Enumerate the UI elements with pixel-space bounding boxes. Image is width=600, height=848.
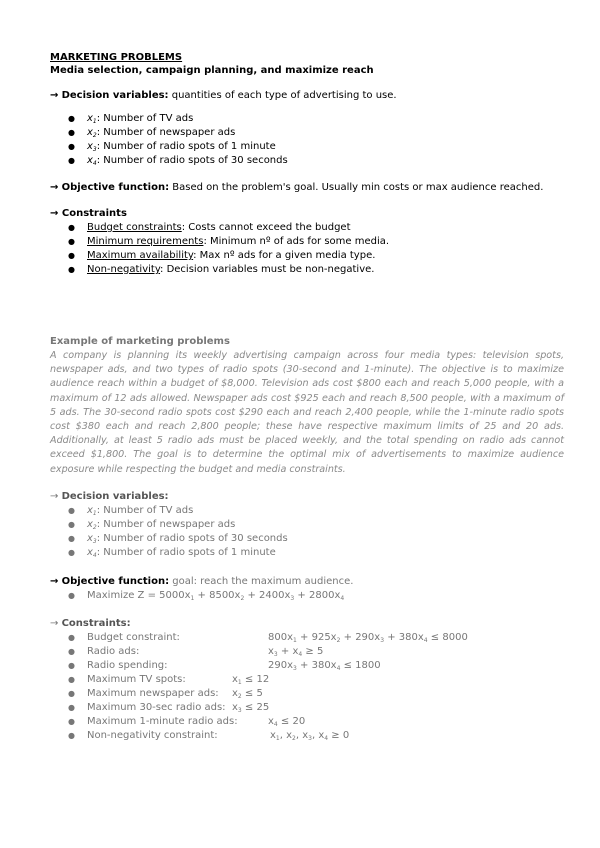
expr-operator: + [296, 660, 312, 671]
bullet-icon: ● [68, 731, 75, 740]
expr-operator: , [279, 730, 287, 741]
formula-operator: + [194, 590, 210, 601]
arrow-icon: → [50, 90, 59, 101]
arrow-icon: → [50, 576, 59, 587]
variable-symbol: x [87, 155, 93, 166]
variable-subscript: 2 [92, 132, 97, 139]
constraint-description: : Minimum nº of ads for some media. [203, 236, 390, 247]
variable-description: : Number of newspaper ads [96, 519, 236, 530]
bullet-icon: ● [68, 520, 75, 529]
constraint-item [87, 221, 351, 234]
example-objective-text: goal: reach the maximum audience. [169, 576, 354, 587]
bullet-icon: ● [68, 647, 75, 656]
constraint-description: : Decision variables must be non-negative. [160, 264, 375, 275]
formula-subscript: 4 [340, 595, 345, 602]
bullet-icon: ● [68, 675, 75, 684]
expr-term: x [268, 646, 274, 657]
example-objective-line [50, 575, 353, 588]
variable-item [87, 154, 288, 167]
expr-term: x [286, 730, 293, 741]
example-objective-label: Objective function: [61, 576, 170, 587]
objective-function-line [50, 181, 543, 194]
expr-subscript: 2 [237, 693, 242, 700]
bullet-icon: ● [68, 128, 75, 137]
formula-term: 5000x [159, 590, 191, 601]
bullet-icon: ● [68, 223, 75, 232]
variable-subscript: 1 [92, 510, 97, 517]
expr-operator: ≥ 5 [302, 646, 324, 657]
expr-term: 380x [398, 632, 424, 643]
objective-function-text: Based on the problem's goal. Usually min costs or max audience reached. [169, 182, 544, 193]
bullet-icon: ● [68, 534, 75, 543]
variable-item [87, 126, 235, 139]
expr-term: 380x [311, 660, 337, 671]
expr-term: 800x [268, 632, 294, 643]
constraint-name: Maximum availability [87, 250, 194, 261]
bullet-icon: ● [68, 265, 75, 274]
expr-subscript: 3 [237, 707, 242, 714]
constraint-label: Maximum 1-minute radio ads: [87, 716, 238, 727]
bullet-icon: ● [68, 689, 75, 698]
expr-operator: ≤ 12 [241, 674, 270, 685]
constraint-label: Maximum newspaper ads: [87, 688, 219, 699]
formula-term: 2400x [259, 590, 291, 601]
formula-term: 2800x [309, 590, 341, 601]
formula-operator: + [244, 590, 260, 601]
constraint-expression [268, 715, 305, 728]
expr-operator: + [340, 632, 356, 643]
variable-subscript: 3 [92, 538, 97, 545]
expr-subscript: 4 [336, 665, 341, 672]
arrow-icon: → [50, 182, 59, 193]
formula-subscript: 2 [240, 595, 245, 602]
expr-term: x [232, 674, 238, 685]
expr-term: 925x [311, 632, 337, 643]
objective-function-label: Objective function: [61, 182, 170, 193]
page-title: MARKETING PROBLEMS [50, 52, 183, 63]
formula-operator: + [294, 590, 309, 601]
variable-item [87, 140, 276, 153]
expr-term: x [268, 716, 274, 727]
expr-subscript: 4 [298, 651, 303, 658]
constraint-expression [232, 673, 269, 686]
bullet-icon: ● [68, 591, 75, 600]
example-decision-variables-line [50, 490, 169, 503]
expr-operator: ≤ 25 [241, 702, 270, 713]
variable-symbol: x [87, 141, 93, 152]
decision-variables-line [50, 89, 397, 102]
variable-symbol: x [87, 533, 93, 544]
example-constraints-heading [50, 617, 131, 630]
constraint-name: Non-negativity [87, 264, 161, 275]
formula-prefix: Maximize Z = [87, 590, 160, 601]
objective-formula [87, 589, 344, 602]
constraint-label: Budget constraint: [87, 632, 180, 643]
constraint-expression [232, 687, 263, 700]
variable-description: : Number of TV ads [96, 113, 194, 124]
variable-description: : Number of radio spots of 30 seconds [96, 533, 288, 544]
decision-variables-label: Decision variables: [61, 90, 169, 101]
bullet-icon: ● [68, 633, 75, 642]
constraint-label: Radio spending: [87, 660, 168, 671]
expr-term: 290x [355, 632, 381, 643]
expr-term: x [270, 730, 276, 741]
expr-subscript: 3 [380, 637, 385, 644]
bullet-icon: ● [68, 251, 75, 260]
variable-item [87, 504, 193, 517]
arrow-icon: → [50, 618, 59, 629]
bullet-icon: ● [68, 506, 75, 515]
constraint-description: : Costs cannot exceed the budget [181, 222, 351, 233]
constraint-label: Maximum 30-sec radio ads: [87, 702, 226, 713]
constraints-heading [50, 207, 127, 220]
expr-subscript: 4 [423, 637, 428, 644]
bullet-icon: ● [68, 548, 75, 557]
expr-subscript: 2 [292, 735, 296, 742]
expr-operator: ≤ 8000 [427, 632, 468, 643]
example-paragraph: A company is planning its weekly advertising campaign across four media types: television spots, newspaper ads, and two types of radio spots (30-second and 1-minute). The objective is to maximize audience reach within a budget of $8,000. Television ads cost $800 each and reach 5,000 people, with a maximum of 12 ads allowed. Newspaper ads cost $925 each and reach 8,500 people, with a maximum of 5 ads. The 30-second radio spots cost $290 each and reach 2,400 people, while the 1-minute radio spots cost $380 each and reach 2,800 people; these have respective maximum limits of 25 and 20 ads. Additionally, at least 5 radio ads must be placed weekly, and the total spending on radio ads cannot exceed $1,800. The goal is to determine the optimal mix of advertisements to maximize audience exposure while respecting the budget and media constraints. [50, 350, 564, 475]
constraint-name: Minimum requirements [87, 236, 204, 247]
variable-item [87, 518, 235, 531]
expr-subscript: 4 [324, 735, 329, 742]
arrow-icon: → [50, 208, 59, 219]
example-heading: Example of marketing problems [50, 336, 230, 347]
variable-symbol: x [87, 519, 93, 530]
constraint-expression [270, 729, 349, 742]
variable-description: : Number of newspaper ads [96, 127, 236, 138]
constraint-name: Budget constraints [87, 222, 182, 233]
expr-term: x [318, 730, 325, 741]
constraint-expression [268, 659, 381, 672]
variable-symbol: x [87, 113, 93, 124]
variable-item [87, 112, 193, 125]
bullet-icon: ● [68, 703, 75, 712]
arrow-icon: → [50, 491, 59, 502]
bullet-icon: ● [68, 114, 75, 123]
expr-term: 290x [268, 660, 294, 671]
constraint-item [87, 263, 374, 276]
constraint-expression [232, 701, 269, 714]
expr-subscript: 1 [275, 735, 280, 742]
variable-subscript: 4 [92, 552, 97, 559]
bullet-icon: ● [68, 717, 75, 726]
expr-term: x [292, 646, 299, 657]
decision-variables-text: quantities of each type of advertising to use. [168, 90, 397, 101]
expr-operator: + [277, 646, 293, 657]
variable-description: : Number of TV ads [96, 505, 194, 516]
variable-subscript: 3 [92, 146, 97, 153]
example-decision-variables-label: Decision variables: [61, 491, 169, 502]
bullet-icon: ● [68, 661, 75, 670]
constraint-label: Maximum TV spots: [87, 674, 186, 685]
bullet-icon: ● [68, 156, 75, 165]
expr-subscript: 2 [336, 637, 341, 644]
expr-operator: , [311, 730, 319, 741]
expr-operator: ≥ 0 [328, 730, 350, 741]
variable-item [87, 532, 288, 545]
constraint-label: Non-negativity constraint: [87, 730, 218, 741]
expr-subscript: 3 [308, 735, 312, 742]
constraint-item [87, 249, 375, 262]
variable-subscript: 2 [92, 524, 97, 531]
variable-symbol: x [87, 505, 93, 516]
expr-operator: + [296, 632, 312, 643]
bullet-icon: ● [68, 142, 75, 151]
expr-subscript: 4 [273, 721, 278, 728]
constraint-expression [268, 645, 323, 658]
constraints-label: Constraints [61, 208, 127, 219]
expr-subscript: 3 [293, 665, 297, 672]
example-constraints-label: Constraints: [61, 618, 131, 629]
expr-subscript: 1 [293, 637, 297, 644]
constraint-item [87, 235, 389, 248]
expr-term: x [232, 702, 238, 713]
variable-symbol: x [87, 127, 93, 138]
variable-description: : Number of radio spots of 1 minute [96, 547, 276, 558]
constraint-expression [268, 631, 468, 644]
constraint-description: : Max nº ads for a given media type. [193, 250, 376, 261]
expr-term: x [232, 688, 238, 699]
formula-subscript: 3 [290, 595, 295, 602]
variable-description: : Number of radio spots of 1 minute [96, 141, 276, 152]
variable-description: : Number of radio spots of 30 seconds [96, 155, 288, 166]
expr-term: x [302, 730, 309, 741]
page-subtitle: Media selection, campaign planning, and maximize reach [50, 65, 374, 76]
variable-subscript: 4 [92, 160, 97, 167]
expr-operator: ≤ 20 [277, 716, 306, 727]
expr-subscript: 3 [273, 651, 278, 658]
variable-subscript: 1 [92, 118, 97, 125]
expr-operator: ≤ 1800 [340, 660, 381, 671]
expr-operator: , [295, 730, 303, 741]
expr-operator: + [384, 632, 399, 643]
variable-symbol: x [87, 547, 93, 558]
formula-term: 8500x [209, 590, 241, 601]
bullet-icon: ● [68, 237, 75, 246]
formula-subscript: 1 [190, 595, 195, 602]
variable-item [87, 546, 276, 559]
expr-subscript: 1 [237, 679, 242, 686]
expr-operator: ≤ 5 [241, 688, 263, 699]
constraint-label: Radio ads: [87, 646, 140, 657]
